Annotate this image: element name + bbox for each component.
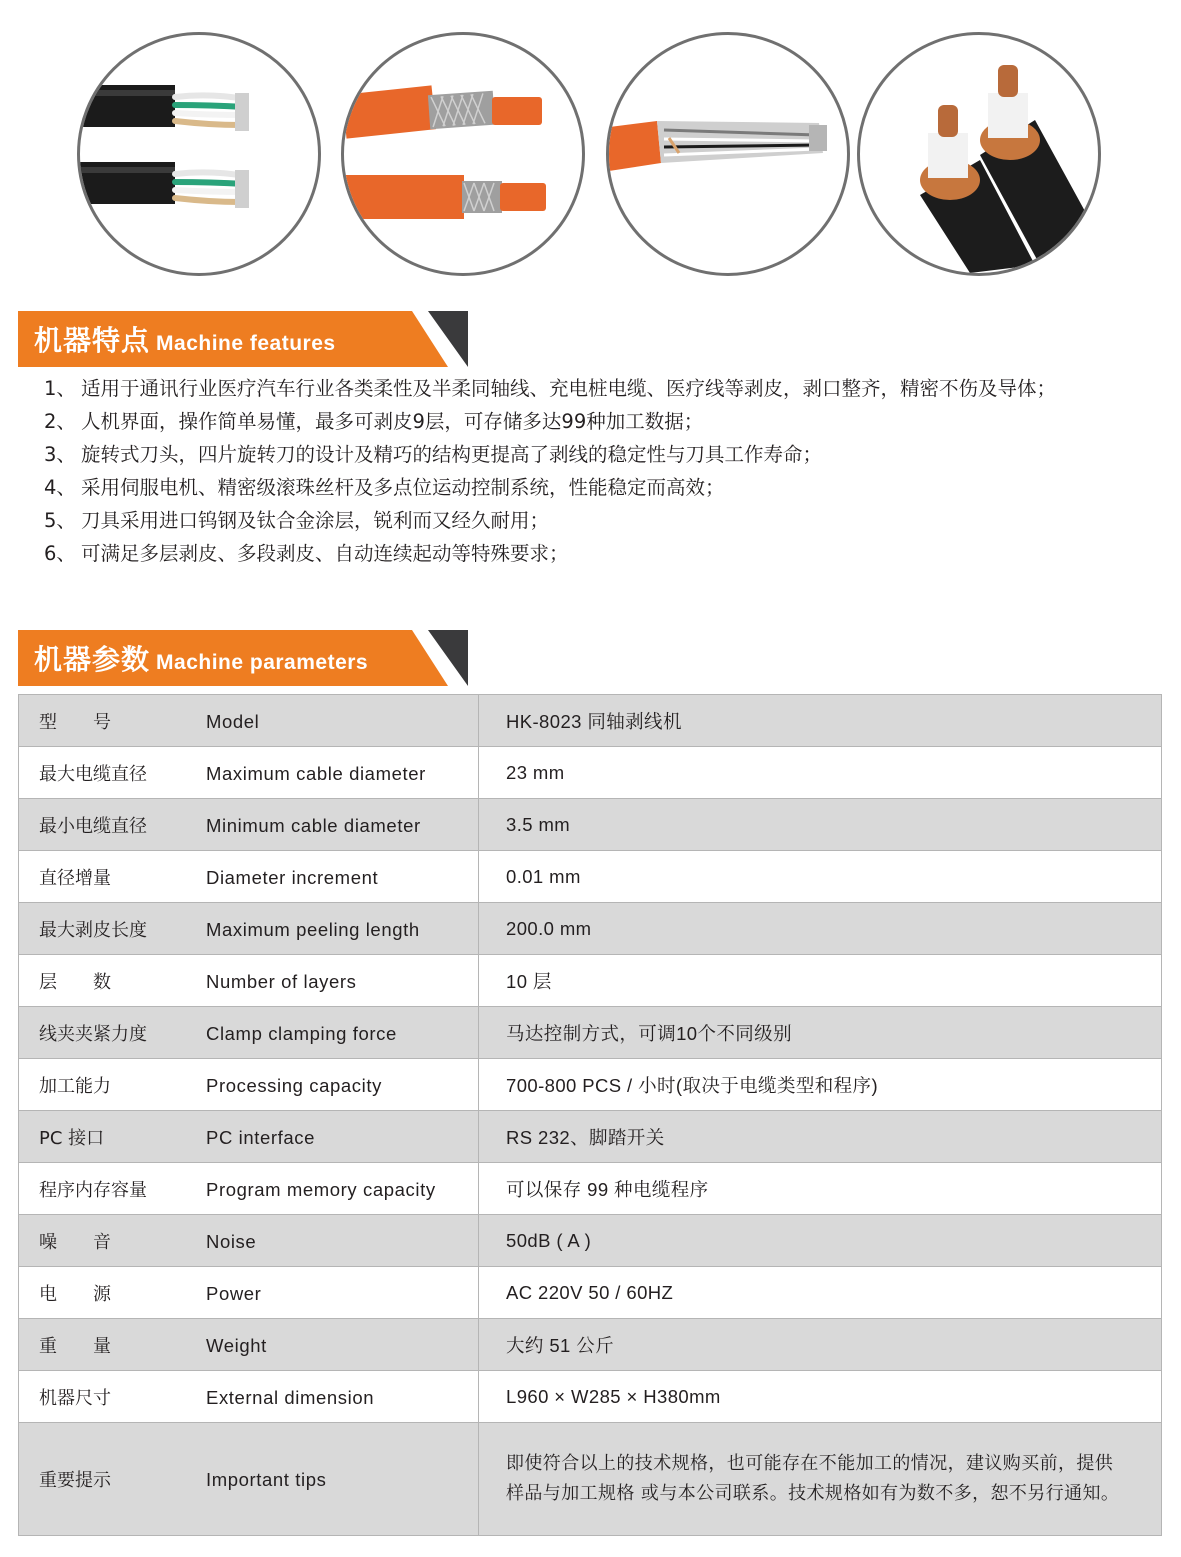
param-value: 3.5 mm (479, 799, 1162, 851)
photo-coaxial-cables (857, 32, 1101, 276)
photo-orange-foil-cable (606, 32, 850, 276)
param-name-en: Clamp clamping force (206, 1022, 397, 1044)
param-name-cn: 线夹夹紧力度 (39, 1023, 147, 1045)
param-name-cn: 最大电缆直径 (39, 763, 147, 785)
features-list (44, 372, 1144, 570)
param-name-en: Program memory capacity (206, 1178, 436, 1200)
feature-item (44, 438, 1144, 471)
feature-item (44, 504, 1144, 537)
feature-number: 2、 (44, 410, 76, 433)
feature-number: 6、 (44, 542, 76, 565)
table-row (19, 1111, 1162, 1163)
table-row (19, 1319, 1162, 1371)
feature-item (44, 405, 1144, 438)
param-name-cn: 型 号 (39, 711, 111, 733)
param-name-en: External dimension (206, 1386, 375, 1408)
param-label-cell (19, 1215, 479, 1267)
param-label-cell (19, 1423, 479, 1536)
param-name-en: Diameter increment (206, 866, 379, 888)
param-value: 23 mm (479, 747, 1162, 799)
feature-number: 1、 (44, 377, 76, 400)
feature-number: 4、 (44, 476, 76, 499)
black-cable-image (80, 35, 318, 273)
param-name-en: Number of layers (206, 970, 357, 992)
table-row (19, 1371, 1162, 1423)
param-value: AC 220V 50 / 60HZ (479, 1267, 1162, 1319)
feature-item (44, 471, 1144, 504)
param-name-en: Minimum cable diameter (206, 814, 421, 836)
param-name-en: Noise (206, 1230, 257, 1252)
features-title-cn: 机器特点 (34, 324, 151, 357)
param-label-cell (19, 695, 479, 747)
table-row (19, 851, 1162, 903)
param-value: 700-800 PCS / 小时(取决于电缆类型和程序) (479, 1059, 1162, 1111)
param-label-cell (19, 1059, 479, 1111)
param-name-cn: 程序内存容量 (39, 1179, 147, 1201)
table-row (19, 1007, 1162, 1059)
param-label-cell (19, 955, 479, 1007)
param-label-cell (19, 1267, 479, 1319)
param-label-cell (19, 1111, 479, 1163)
param-name-cn: 最小电缆直径 (39, 815, 147, 837)
features-title (34, 319, 336, 359)
param-name-en: Model (206, 710, 260, 732)
table-row (19, 1163, 1162, 1215)
param-value: 大约 51 公斤 (479, 1319, 1162, 1371)
features-section-header (18, 311, 470, 367)
params-title-en: Machine parameters (156, 651, 369, 674)
table-row (19, 903, 1162, 955)
param-name-en: PC interface (206, 1126, 315, 1148)
param-value: 200.0 mm (479, 903, 1162, 955)
feature-text: 采用伺服电机、精密级滚珠丝杆及多点位运动控制系统，性能稳定而高效； (81, 476, 725, 499)
feature-item (44, 537, 1144, 570)
feature-number: 5、 (44, 509, 76, 532)
param-name-cn: 重要提示 (39, 1470, 111, 1491)
param-label-cell (19, 1371, 479, 1423)
param-value: 50dB ( A ) (479, 1215, 1162, 1267)
param-label-cell (19, 1319, 479, 1371)
table-row (19, 1423, 1162, 1536)
table-row (19, 799, 1162, 851)
table-row (19, 1267, 1162, 1319)
orange-shielded-image (344, 35, 582, 273)
param-label-cell (19, 799, 479, 851)
feature-text: 人机界面，操作简单易懂，最多可剥皮9层，可存储多达99种加工数据； (81, 410, 704, 433)
param-value: 马达控制方式，可调10个不同级别 (479, 1007, 1162, 1059)
param-name-cn: 直径增量 (39, 867, 111, 889)
param-label-cell (19, 747, 479, 799)
param-name-cn: PC 接口 (39, 1127, 105, 1149)
feature-text: 可满足多层剥皮、多段剥皮、自动连续起动等特殊要求； (81, 542, 569, 565)
photo-orange-shielded-cables (341, 32, 585, 276)
param-label-cell (19, 903, 479, 955)
param-name-en: Important tips (206, 1469, 327, 1490)
param-value: RS 232、脚踏开关 (479, 1111, 1162, 1163)
param-label-cell (19, 1007, 479, 1059)
params-title (34, 638, 368, 678)
param-name-cn: 最大剥皮长度 (39, 919, 147, 941)
param-name-cn: 加工能力 (39, 1075, 111, 1097)
param-name-en: Maximum peeling length (206, 918, 420, 940)
param-value: 即使符合以上的技术规格，也可能存在不能加工的情况，建议购买前，提供样品与加工规格 或与本公司联系。技术规格如有为数不多，恕不另行通知。 (479, 1423, 1162, 1536)
param-label-cell (19, 1163, 479, 1215)
param-name-cn: 电 源 (39, 1283, 111, 1305)
table-row (19, 1059, 1162, 1111)
table-row (19, 1215, 1162, 1267)
features-title-en: Machine features (156, 332, 336, 355)
table-row (19, 955, 1162, 1007)
param-name-cn: 机器尺寸 (39, 1387, 111, 1409)
param-name-cn: 噪 音 (39, 1231, 111, 1253)
feature-text: 刀具采用进口钨钢及钛合金涂层，锐利而又经久耐用； (81, 509, 550, 532)
param-name-en: Maximum cable diameter (206, 762, 426, 784)
feature-text: 旋转式刀头，四片旋转刀的设计及精巧的结构更提高了剥线的稳定性与刀具工作寿命； (81, 443, 823, 466)
params-title-cn: 机器参数 (34, 643, 151, 676)
param-value: 可以保存 99 种电缆程序 (479, 1163, 1162, 1215)
params-table (18, 694, 1162, 1536)
orange-foil-image (609, 35, 847, 273)
param-label-cell (19, 851, 479, 903)
param-name-cn: 层 数 (39, 971, 111, 993)
param-name-en: Weight (206, 1334, 267, 1356)
param-value: 0.01 mm (479, 851, 1162, 903)
feature-text: 适用于通讯行业医疗汽车行业各类柔性及半柔同轴线、充电桩电缆、医疗线等剥皮，剥口整齐，精密不伤及导体； (81, 377, 1057, 400)
feature-item (44, 372, 1144, 405)
params-section-header (18, 630, 470, 686)
table-row (19, 695, 1162, 747)
photo-black-multicore-cables (77, 32, 321, 276)
param-value: L960 × W285 × H380mm (479, 1371, 1162, 1423)
param-name-cn: 重 量 (39, 1335, 111, 1357)
coaxial-image (860, 35, 1098, 273)
cable-photo-row (0, 32, 1181, 277)
feature-number: 3、 (44, 443, 76, 466)
param-name-en: Processing capacity (206, 1074, 382, 1096)
param-value: 10 层 (479, 955, 1162, 1007)
table-row (19, 747, 1162, 799)
param-value: HK-8023 同轴剥线机 (479, 695, 1162, 747)
param-name-en: Power (206, 1282, 262, 1304)
